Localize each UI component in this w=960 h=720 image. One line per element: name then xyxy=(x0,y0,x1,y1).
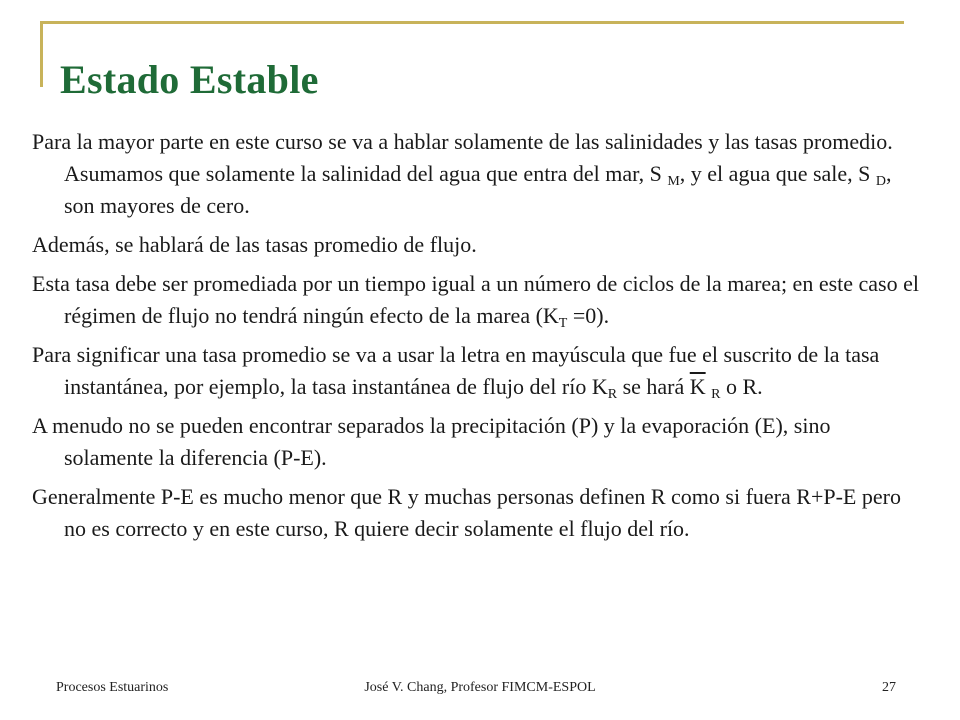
paragraph-tasa-promedio xyxy=(32,339,924,403)
subscript-m: M xyxy=(667,174,680,189)
text-run: A menudo no se pueden encontrar separados la precipitación (P) y la evaporación (E), sino solamente la diferencia (P-E). xyxy=(32,413,831,470)
text-run: Para la mayor parte en este curso se va a hablar solamente de las salinidades y las tasas promedio. Asumamos que solamente la salinidad del agua que entra del mar, S xyxy=(32,129,893,186)
subscript-t: T xyxy=(558,316,568,331)
paragraph-generalmente xyxy=(32,481,924,545)
text-run: Además, se hablará de las tasas promedio de flujo. xyxy=(32,232,477,257)
text-run: o R. xyxy=(720,374,763,399)
text-run: , son mayores de cero. xyxy=(64,161,892,218)
text-run: Para significar una tasa promedio se va a usar la letra en mayúscula que fue el suscrito de la tasa instantánea, por ejemplo, la tasa instantánea de flujo del río K xyxy=(32,342,880,399)
subscript-d: D xyxy=(875,174,887,189)
slide-title: Estado Estable xyxy=(60,57,319,102)
frame-left-rule xyxy=(40,21,43,87)
text-run: Esta tasa debe ser promediada por un tiempo igual a un número de ciclos de la marea; en este caso el régimen de flujo no tendrá ningún efecto de la marea (K xyxy=(32,271,919,328)
text-run: se hará xyxy=(617,374,690,399)
subscript-r: R xyxy=(607,387,618,402)
subscript-r-mean: R xyxy=(711,387,721,402)
slide-body xyxy=(32,126,924,552)
footer-page-number: 27 xyxy=(882,680,896,695)
overlined-k: $\overline{K}$ xyxy=(689,374,706,399)
frame-top-rule xyxy=(40,21,904,24)
footer-course: Procesos Estuarinos xyxy=(56,680,169,695)
paragraph-promediada xyxy=(32,268,924,332)
footer-author: José V. Chang, Profesor FIMCM-ESPOL xyxy=(364,680,596,695)
text-run: =0). xyxy=(567,303,610,328)
paragraph-tasas-flujo xyxy=(32,229,924,261)
paragraph-precipitacion xyxy=(32,410,924,474)
text-run: , y el agua que sale, S xyxy=(679,161,871,186)
paragraph-salinidades xyxy=(32,126,924,222)
text-run: Generalmente P-E es mucho menor que R y muchas personas definen R como si fuera R+P-E pero no es correcto y en este curso, R quiere decir solamente el flujo del río. xyxy=(32,484,901,541)
